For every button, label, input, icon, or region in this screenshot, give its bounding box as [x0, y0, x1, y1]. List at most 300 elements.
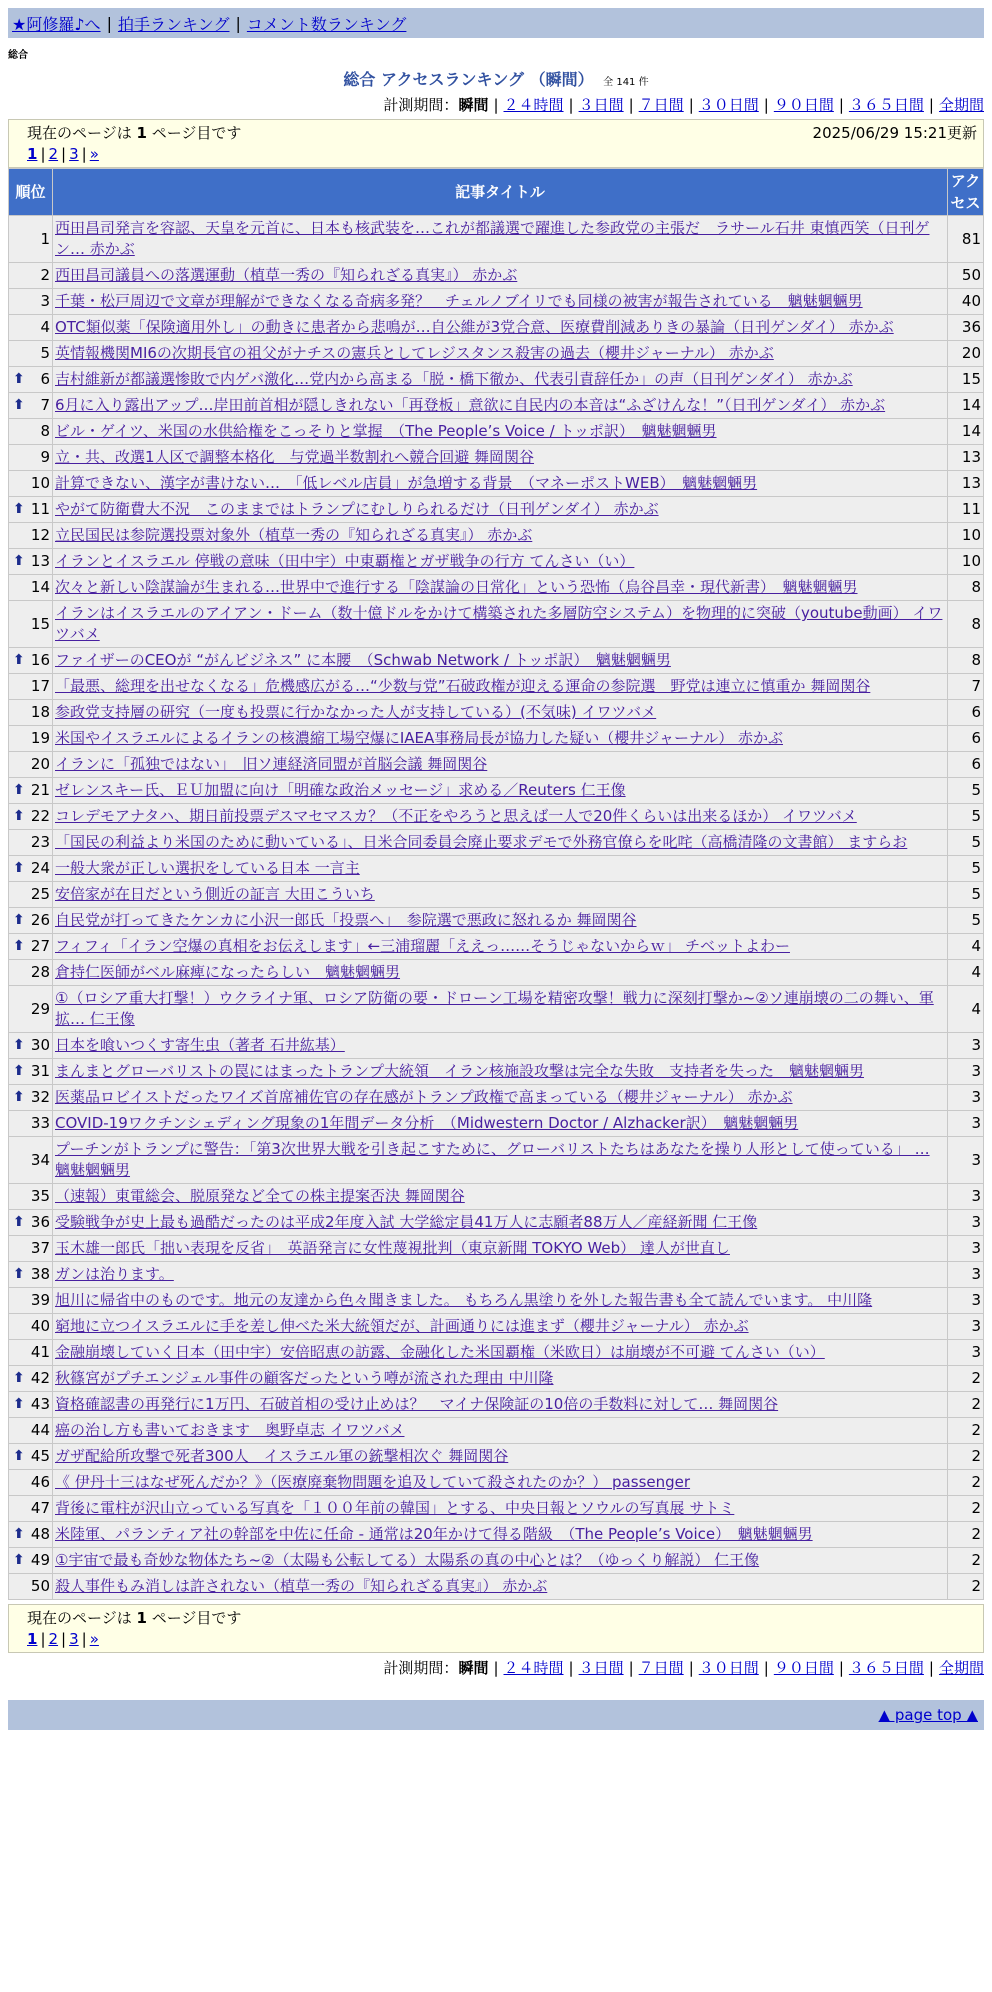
article-link[interactable]: 米国やイスラエルによるイランの核濃縮工場空爆にIAEA事務局長が協力した疑い（櫻井ジャーナル） 赤かぶ [55, 729, 783, 747]
access-count: 3 [948, 1085, 984, 1111]
table-row [9, 1418, 984, 1444]
article-link[interactable]: 窮地に立つイスラエルに手を差し伸べた米大統領だが、計画通りには進まず（櫻井ジャーナル） 赤かぶ [55, 1317, 749, 1335]
rank-number: 45 [30, 1447, 50, 1465]
article-link[interactable]: コレデモアナタハ、期日前投票デスマセマスカ？（不正をやろうと思えば一人で20件くらいは出来るほか） イワツバメ [55, 807, 857, 825]
rank-cell [9, 419, 53, 445]
article-link[interactable]: 資格確認書の再発行に1万円、石破首相の受け止めは？ マイナ保険証の10倍の手数料に対して… 舞岡関谷 [55, 1395, 779, 1413]
page-link[interactable]: 3 [69, 1630, 79, 1648]
rank-number: 11 [30, 500, 50, 518]
table-row [9, 471, 984, 497]
period-separator: | [628, 96, 634, 114]
article-link[interactable]: ファイザーのCEOが “がんビジネス” に本腰 （Schwab Network / トッポ訳） 魑魅魍魎男 [55, 651, 671, 669]
rank-number: 2 [40, 266, 50, 284]
article-link[interactable]: 千葉・松戸周辺で文章が理解ができなくなる奇病多発？ チェルノブイリでも同様の被害が報告されている 魑魅魍魎男 [55, 292, 863, 310]
period-link[interactable]: ３６５日間 [848, 96, 924, 114]
table-row [9, 419, 984, 445]
article-link[interactable]: 医薬品ロビイストだったワイズ首席補佐官の存在感がトランプ政権で高まっている（櫻井ジャーナル） 赤かぶ [55, 1088, 793, 1106]
table-row [9, 882, 984, 908]
access-count: 3 [948, 1137, 984, 1184]
title-cell [53, 315, 948, 341]
table-row [9, 1496, 984, 1522]
up-arrow-icon: ⬆ [13, 1089, 25, 1105]
table-row [9, 934, 984, 960]
article-link[interactable]: OTC類似薬「保険適用外し」の動きに患者から悲鳴が…自公維が3党合意、医療費削減ありきの暴論（日刊ゲンダイ） 赤かぶ [55, 318, 894, 336]
period-link[interactable]: ３０日間 [698, 96, 759, 114]
rank-cell [9, 315, 53, 341]
current-page-text [27, 122, 241, 143]
period-separator: | [568, 96, 574, 114]
title-cell [53, 908, 948, 934]
access-count: 3 [948, 1236, 984, 1262]
pagination [27, 145, 977, 163]
rank-number: 32 [30, 1088, 50, 1106]
article-link[interactable]: ゼレンスキー氏、ＥＵ加盟に向け「明確な政治メッセージ」求める／Reuters 仁王像 [55, 781, 626, 799]
rank-cell [9, 341, 53, 367]
period-label: 計測期間： [383, 96, 459, 114]
access-count: 4 [948, 934, 984, 960]
rank-number: 7 [40, 396, 50, 414]
up-arrow-icon: ⬆ [13, 1266, 25, 1282]
period-link[interactable]: ３０日間 [698, 1659, 759, 1677]
access-count: 3 [948, 1033, 984, 1059]
access-count: 50 [948, 263, 984, 289]
footer-bar [8, 1700, 984, 1730]
rank-cell [9, 471, 53, 497]
article-link[interactable]: イランはイスラエルのアイアン・ドーム（数十億ドルをかけて構築された多層防空システム）を物理的に突破（youtube動画） イワツバメ [55, 604, 943, 643]
title-cell [53, 471, 948, 497]
ranking-table [8, 168, 984, 1600]
period-link[interactable]: ３６５日間 [848, 1659, 924, 1677]
rank-cell [9, 934, 53, 960]
article-link[interactable]: 6月に入り露出アップ…岸田前首相が隠しきれない「再登板」意欲に自民内の本音は“ふざけんな！”（日刊ゲンダイ） 赤かぶ [55, 396, 886, 414]
title-cell [53, 367, 948, 393]
rank-number: 48 [30, 1525, 50, 1543]
rank-cell [9, 960, 53, 986]
table-row [9, 1059, 984, 1085]
title-cell [53, 1470, 948, 1496]
article-link[interactable]: プーチンがトランプに警告：「第3次世界大戦を引き起こすために、グローバリストたちはあなたを操り人形として使っている」 … 魑魅魍魎男 [55, 1140, 930, 1179]
article-link[interactable]: 金融崩壊していく日本（田中宇）安倍昭恵の訪露、金融化した米国覇権（米欧日）は崩壊が不可避 てんさい（い） [55, 1343, 825, 1361]
rank-number: 17 [30, 677, 50, 695]
article-link[interactable]: 立民国民は参院選投票対象外（植草一秀の『知られざる真実』） 赤かぶ [55, 526, 533, 544]
title-cell [53, 289, 948, 315]
rank-number: 25 [30, 885, 50, 903]
rank-cell [9, 1392, 53, 1418]
access-count: 10 [948, 549, 984, 575]
rank-number: 47 [30, 1499, 50, 1517]
rank-number: 31 [30, 1062, 50, 1080]
title-cell [53, 601, 948, 648]
table-row [9, 1262, 984, 1288]
access-count: 6 [948, 700, 984, 726]
table-row [9, 289, 984, 315]
rank-number: 27 [30, 937, 50, 955]
rank-number: 28 [30, 963, 50, 981]
title-cell [53, 1236, 948, 1262]
rank-number: 23 [30, 833, 50, 851]
article-link[interactable]: 計算できない、漢字が書けない… 「低レベル店員」が急増する背景 （マネーポストWEB） 魑魅魍魎男 [55, 474, 758, 492]
nav-link-comment-ranking[interactable]: コメント数ランキング [246, 14, 407, 34]
table-row [9, 908, 984, 934]
table-row [9, 393, 984, 419]
article-link[interactable]: 受験戦争が史上最も過酷だったのは平成2年度入試 大学総定員41万人に志願者88万人／産経新聞 仁王像 [55, 1213, 758, 1231]
rank-cell [9, 856, 53, 882]
period-label: 計測期間： [383, 1659, 459, 1677]
period-separator: | [928, 1659, 934, 1677]
rank-cell [9, 726, 53, 752]
title-cell [53, 523, 948, 549]
access-count: 20 [948, 341, 984, 367]
period-separator: | [688, 1659, 694, 1677]
access-count: 11 [948, 497, 984, 523]
table-row [9, 752, 984, 778]
rank-cell [9, 648, 53, 674]
period-link[interactable]: ７日間 [638, 96, 684, 114]
page-link-current[interactable]: 1 [27, 145, 38, 163]
article-link[interactable]: 倉持仁医師がベル麻痺になったらしい 魑魅魍魎男 [55, 963, 401, 981]
rank-cell [9, 1548, 53, 1574]
period-link[interactable]: ３日間 [578, 1659, 624, 1677]
access-count: 5 [948, 778, 984, 804]
rank-number: 16 [30, 651, 50, 669]
top-navigation-bar [8, 8, 984, 38]
rank-number: 29 [30, 999, 50, 1018]
period-link[interactable]: ３日間 [578, 96, 624, 114]
page-top-link[interactable]: ▲ page top ▲ [878, 1706, 978, 1724]
period-separator: | [493, 1659, 499, 1677]
article-link[interactable]: 英情報機関MI6の次期長官の祖父がナチスの憲兵としてレジスタンス殺害の過去（櫻井ジャーナル） 赤かぶ [55, 344, 774, 362]
rank-number: 43 [30, 1395, 50, 1413]
period-link[interactable]: ９０日間 [773, 96, 834, 114]
article-link[interactable]: 米陸軍、パランティア社の幹部を中佐に任命 - 通常は20年かけて得る階級 （The People’s Voice） 魑魅魍魎男 [55, 1525, 813, 1543]
up-arrow-icon: ⬆ [13, 1448, 25, 1464]
table-row [9, 648, 984, 674]
table-header-row [9, 169, 984, 216]
title-cell [53, 263, 948, 289]
rank-number: 15 [30, 614, 50, 633]
rank-cell [9, 1522, 53, 1548]
title-cell [53, 700, 948, 726]
article-link[interactable]: ガザ配給所攻撃で死者300人 イスラエル軍の銃撃相次ぐ 舞岡関谷 [55, 1447, 509, 1465]
access-count: 3 [948, 1184, 984, 1210]
rank-cell [9, 1496, 53, 1522]
rank-cell [9, 263, 53, 289]
access-count: 5 [948, 804, 984, 830]
rank-number: 39 [30, 1291, 50, 1309]
rank-cell [9, 908, 53, 934]
access-count: 8 [948, 648, 984, 674]
rank-number: 38 [30, 1265, 50, 1283]
table-row [9, 1444, 984, 1470]
table-row [9, 523, 984, 549]
access-count: 3 [948, 1111, 984, 1137]
access-count: 14 [948, 393, 984, 419]
rank-cell [9, 1236, 53, 1262]
article-link[interactable]: ビル・ゲイツ、米国の水供給権をこっそりと掌握 （The People’s Voice / トッポ訳） 魑魅魍魎男 [55, 422, 717, 440]
rank-cell [9, 1314, 53, 1340]
title-cell [53, 1033, 948, 1059]
period-separator: | [568, 1659, 574, 1677]
article-link[interactable]: （速報）東電総会、脱原発など全ての株主提案否決 舞岡関谷 [55, 1187, 465, 1205]
up-arrow-icon: ⬆ [13, 1552, 25, 1568]
rank-cell [9, 830, 53, 856]
title-cell [53, 856, 948, 882]
page-link-current[interactable]: 1 [27, 1630, 38, 1648]
rank-number: 33 [30, 1114, 50, 1132]
period-link[interactable]: ２４時間 [503, 1659, 564, 1677]
rank-number: 35 [30, 1187, 50, 1205]
table-row [9, 778, 984, 804]
article-link[interactable]: 日本を喰いつくす寄生虫（著者 石井紘基） [55, 1036, 345, 1054]
access-count: 3 [948, 1340, 984, 1366]
period-separator: | [688, 96, 694, 114]
period-link[interactable]: ２４時間 [503, 96, 564, 114]
rank-number: 44 [30, 1421, 50, 1439]
article-link[interactable]: ①（ロシア重大打撃！）ウクライナ軍、ロシア防衛の要・ドローン工場を精密攻撃！戦力に深刻打撃か~②ソ連崩壊の二の舞い、軍拡… 仁王像 [55, 989, 934, 1028]
rank-number: 10 [30, 474, 50, 492]
article-link[interactable]: 次々と新しい陰謀論が生まれる…世界中で進行する「陰謀論の日常化」という恐怖（烏谷昌幸・現代新書） 魑魅魍魎男 [55, 578, 858, 596]
period-current: 瞬間 [458, 1659, 489, 1677]
title-cell [53, 1085, 948, 1111]
page-link[interactable]: 2 [48, 1630, 59, 1648]
rank-cell [9, 1444, 53, 1470]
access-count: 3 [948, 1314, 984, 1340]
article-link[interactable]: 背後に電柱が沢山立っている写真を「１００年前の韓国」とする、中央日報とソウルの写真展 サトミ [55, 1499, 735, 1517]
up-arrow-icon: ⬆ [13, 1396, 25, 1412]
article-link[interactable]: イランとイスラエル 停戦の意味（田中宇）中東覇権とガザ戦争の行方 てんさい（い） [55, 552, 635, 570]
rank-cell [9, 1137, 53, 1184]
article-link[interactable]: 癌の治し方も書いておきます 奥野卓志 イワツバメ [55, 1421, 405, 1439]
article-link[interactable]: フィフィ「イラン空爆の真相をお伝えします」←三浦瑠麗「ええっ……そうじゃないからｗ」 チベットよわー [55, 937, 790, 955]
table-row [9, 1314, 984, 1340]
rank-number: 3 [40, 292, 50, 310]
pager-separator: | [61, 145, 67, 163]
table-row [9, 1111, 984, 1137]
table-row [9, 1236, 984, 1262]
period-link[interactable]: 全期間 [938, 96, 984, 114]
article-link[interactable]: やがて防衛費大不況 このままではトランプにむしりられるだけ（日刊ゲンダイ） 赤かぶ [55, 500, 659, 518]
table-row [9, 341, 984, 367]
current-page-number: 1 [136, 1609, 147, 1627]
pager-separator: | [81, 1630, 87, 1648]
pager-separator: | [61, 1630, 67, 1648]
rank-cell [9, 1059, 53, 1085]
table-row [9, 497, 984, 523]
title-cell [53, 216, 948, 263]
article-link[interactable]: 秋篠宮がプチエンジェル事件の顧客だったという噂が流された理由 中川隆 [55, 1369, 554, 1387]
rank-cell [9, 367, 53, 393]
table-row [9, 726, 984, 752]
table-row [9, 830, 984, 856]
rank-cell [9, 289, 53, 315]
updated-timestamp: 2025/06/29 15:21更新 [812, 124, 977, 142]
article-link[interactable]: 一般大衆が正しい選択をしている日本 一言主 [55, 859, 360, 877]
title-cell [53, 1059, 948, 1085]
article-link[interactable]: 西田昌司議員への落選運動（植草一秀の『知られざる真実』） 赤かぶ [55, 266, 518, 284]
table-row [9, 700, 984, 726]
rank-cell [9, 674, 53, 700]
period-separator: | [493, 96, 499, 114]
title-cell [53, 752, 948, 778]
title-cell [53, 1340, 948, 1366]
access-count: 2 [948, 1548, 984, 1574]
access-count: 10 [948, 523, 984, 549]
access-count: 3 [948, 1059, 984, 1085]
up-arrow-icon: ⬆ [13, 1063, 25, 1079]
rank-number: 50 [30, 1577, 50, 1595]
title-cell [53, 1496, 948, 1522]
rank-cell [9, 1210, 53, 1236]
rank-cell [9, 1340, 53, 1366]
article-link[interactable]: イランに「孤独ではない」 旧ソ連経済同盟が首脳会議 舞岡関谷 [55, 755, 488, 773]
article-link[interactable]: 立・共、改選1人区で調整本格化 与党過半数割れへ競合回避 舞岡関谷 [55, 448, 535, 466]
access-count: 5 [948, 908, 984, 934]
rank-cell [9, 752, 53, 778]
up-arrow-icon: ⬆ [13, 1037, 25, 1053]
title-cell [53, 882, 948, 908]
title-cell [53, 549, 948, 575]
rank-number: 4 [40, 318, 50, 336]
access-count: 14 [948, 419, 984, 445]
ranking-table-body [9, 216, 984, 1600]
period-separator: | [928, 96, 934, 114]
rank-number: 34 [30, 1150, 50, 1169]
rank-number: 21 [30, 781, 50, 799]
page-info-row [27, 122, 977, 143]
article-link[interactable]: 参政党支持層の研究（一度も投票に行かなかった人が支持している）(不気味) イワツバメ [55, 703, 657, 721]
rank-cell [9, 549, 53, 575]
rank-cell [9, 1262, 53, 1288]
nav-separator: | [235, 13, 241, 33]
access-count: 4 [948, 960, 984, 986]
pager-separator: | [40, 1630, 46, 1648]
table-row [9, 1184, 984, 1210]
title-cell [53, 986, 948, 1033]
rank-number: 20 [30, 755, 50, 773]
title-cell [53, 1314, 948, 1340]
table-row [9, 804, 984, 830]
title-cell [53, 1418, 948, 1444]
nav-link-applause-ranking[interactable]: 拍手ランキング [117, 14, 230, 34]
page-title-text: 総合 アクセスランキング （瞬間） [343, 70, 594, 89]
table-row [9, 367, 984, 393]
rank-number: 46 [30, 1473, 50, 1491]
title-cell [53, 341, 948, 367]
access-count: 2 [948, 1574, 984, 1600]
access-count: 2 [948, 1470, 984, 1496]
rank-number: 18 [30, 703, 50, 721]
table-row [9, 674, 984, 700]
page-title [0, 67, 992, 90]
rank-number: 12 [30, 526, 50, 544]
rank-cell [9, 1033, 53, 1059]
access-count: 7 [948, 674, 984, 700]
page-link[interactable]: » [89, 145, 99, 163]
rank-cell [9, 523, 53, 549]
table-row [9, 986, 984, 1033]
title-cell [53, 934, 948, 960]
rank-cell [9, 445, 53, 471]
period-link[interactable]: ７日間 [638, 1659, 684, 1677]
title-cell [53, 1210, 948, 1236]
table-row [9, 1288, 984, 1314]
page-link[interactable]: 2 [48, 145, 59, 163]
page-info-row [27, 1607, 977, 1628]
rank-cell [9, 1085, 53, 1111]
article-link[interactable]: 玉木雄一郎氏「拙い表現を反省」 英語発言に女性蔑視批判（東京新聞 TOKYO Web） 達人が世直し [55, 1239, 730, 1257]
page-link[interactable]: 3 [69, 145, 79, 163]
article-link[interactable]: 吉村維新が都議選惨敗で内ゲバ激化…党内から高まる「脱・橋下徹か、代表引責辞任か」の声（日刊ゲンダイ） 赤かぶ [55, 370, 853, 388]
title-cell [53, 1366, 948, 1392]
rank-cell [9, 1470, 53, 1496]
up-arrow-icon: ⬆ [13, 1526, 25, 1542]
table-row [9, 1340, 984, 1366]
current-page-prefix: 現在のページは [27, 124, 132, 142]
table-row [9, 1574, 984, 1600]
access-count: 8 [948, 601, 984, 648]
article-link[interactable]: 西田昌司発言を容認、天皇を元首に、日本も核武装を…これが都議選で躍進した参政党の主張だ ラサール石井 東慎西笑（日刊ゲン… 赤かぶ [55, 219, 930, 258]
up-arrow-icon: ⬆ [13, 1370, 25, 1386]
up-arrow-icon: ⬆ [13, 860, 25, 876]
access-count: 81 [948, 216, 984, 263]
table-row [9, 1470, 984, 1496]
article-link[interactable]: 「国民の利益より米国のために動いている」、日米合同委員会廃止要求デモで外務官僚らを叱咤（高橋清隆の文書館） ますらお [55, 833, 908, 851]
article-link[interactable]: 安倍家が在日だという側近の証言 大田こういち [55, 885, 375, 903]
rank-number: 37 [30, 1239, 50, 1257]
period-separator: | [763, 1659, 769, 1677]
table-row [9, 1366, 984, 1392]
article-link[interactable]: 旭川に帰省中のものです。地元の友達から色々聞きました。 もちろん黒塗りを外した報告書も全て読んでいます。 中川隆 [55, 1291, 873, 1309]
rank-number: 19 [30, 729, 50, 747]
article-link[interactable]: まんまとグローバリストの罠にはまったトランプ大統領 イラン核施設攻撃は完全な失敗 支持者を失った 魑魅魍魎男 [55, 1062, 864, 1080]
rank-cell [9, 986, 53, 1033]
rank-cell [9, 1366, 53, 1392]
pager-separator: | [40, 145, 46, 163]
category-label: 総合 [8, 50, 28, 61]
access-count: 40 [948, 289, 984, 315]
access-count: 5 [948, 830, 984, 856]
access-count: 6 [948, 726, 984, 752]
period-separator: | [838, 1659, 844, 1677]
header-access: アクセス [948, 169, 984, 216]
period-separator: | [628, 1659, 634, 1677]
rank-number: 1 [40, 229, 50, 248]
title-cell [53, 419, 948, 445]
access-count: 6 [948, 752, 984, 778]
article-link[interactable]: ①宇宙で最も奇妙な物体たち~②（太陽も公転してる）太陽系の真の中心とは？（ゆっくり解説） 仁王像 [55, 1551, 760, 1569]
nav-link-ashura[interactable]: ★阿修羅♪へ [12, 14, 101, 34]
article-link[interactable]: 《 伊丹十三はなぜ死んだか？》（医療廃棄物問題を追及していて殺されたのか？） passenger [55, 1473, 691, 1491]
article-link[interactable]: 殺人事件もみ消しは許されない（植草一秀の『知られざる真実』） 赤かぶ [55, 1577, 548, 1595]
rank-cell [9, 1111, 53, 1137]
up-arrow-icon: ⬆ [13, 938, 25, 954]
access-count: 2 [948, 1496, 984, 1522]
title-cell [53, 648, 948, 674]
access-count: 3 [948, 1210, 984, 1236]
rank-number: 41 [30, 1343, 50, 1361]
page-link[interactable]: » [89, 1630, 99, 1648]
current-page-suffix: ページ目です [151, 124, 242, 142]
article-link[interactable]: ガンは治ります。 [55, 1265, 174, 1283]
period-link[interactable]: ９０日間 [773, 1659, 834, 1677]
period-link[interactable]: 全期間 [938, 1659, 984, 1677]
article-link[interactable]: COVID-19ワクチンシェディング現象の1年間データ分析 （Midwestern Doctor / Alzhacker訳） 魑魅魍魎男 [55, 1114, 799, 1132]
title-cell [53, 1548, 948, 1574]
pager-separator: | [81, 145, 87, 163]
article-link[interactable]: 「最悪、総理を出せなくなる」危機感広がる…“少数与党”石破政権が迎える運命の参院選 野党は連立に慎重か 舞岡関谷 [55, 677, 871, 695]
rank-cell [9, 1418, 53, 1444]
article-link[interactable]: 自民党が打ってきたケンカに小沢一郎氏「投票へ」 参院選で悪政に怒れるか 舞岡関谷 [55, 911, 637, 929]
